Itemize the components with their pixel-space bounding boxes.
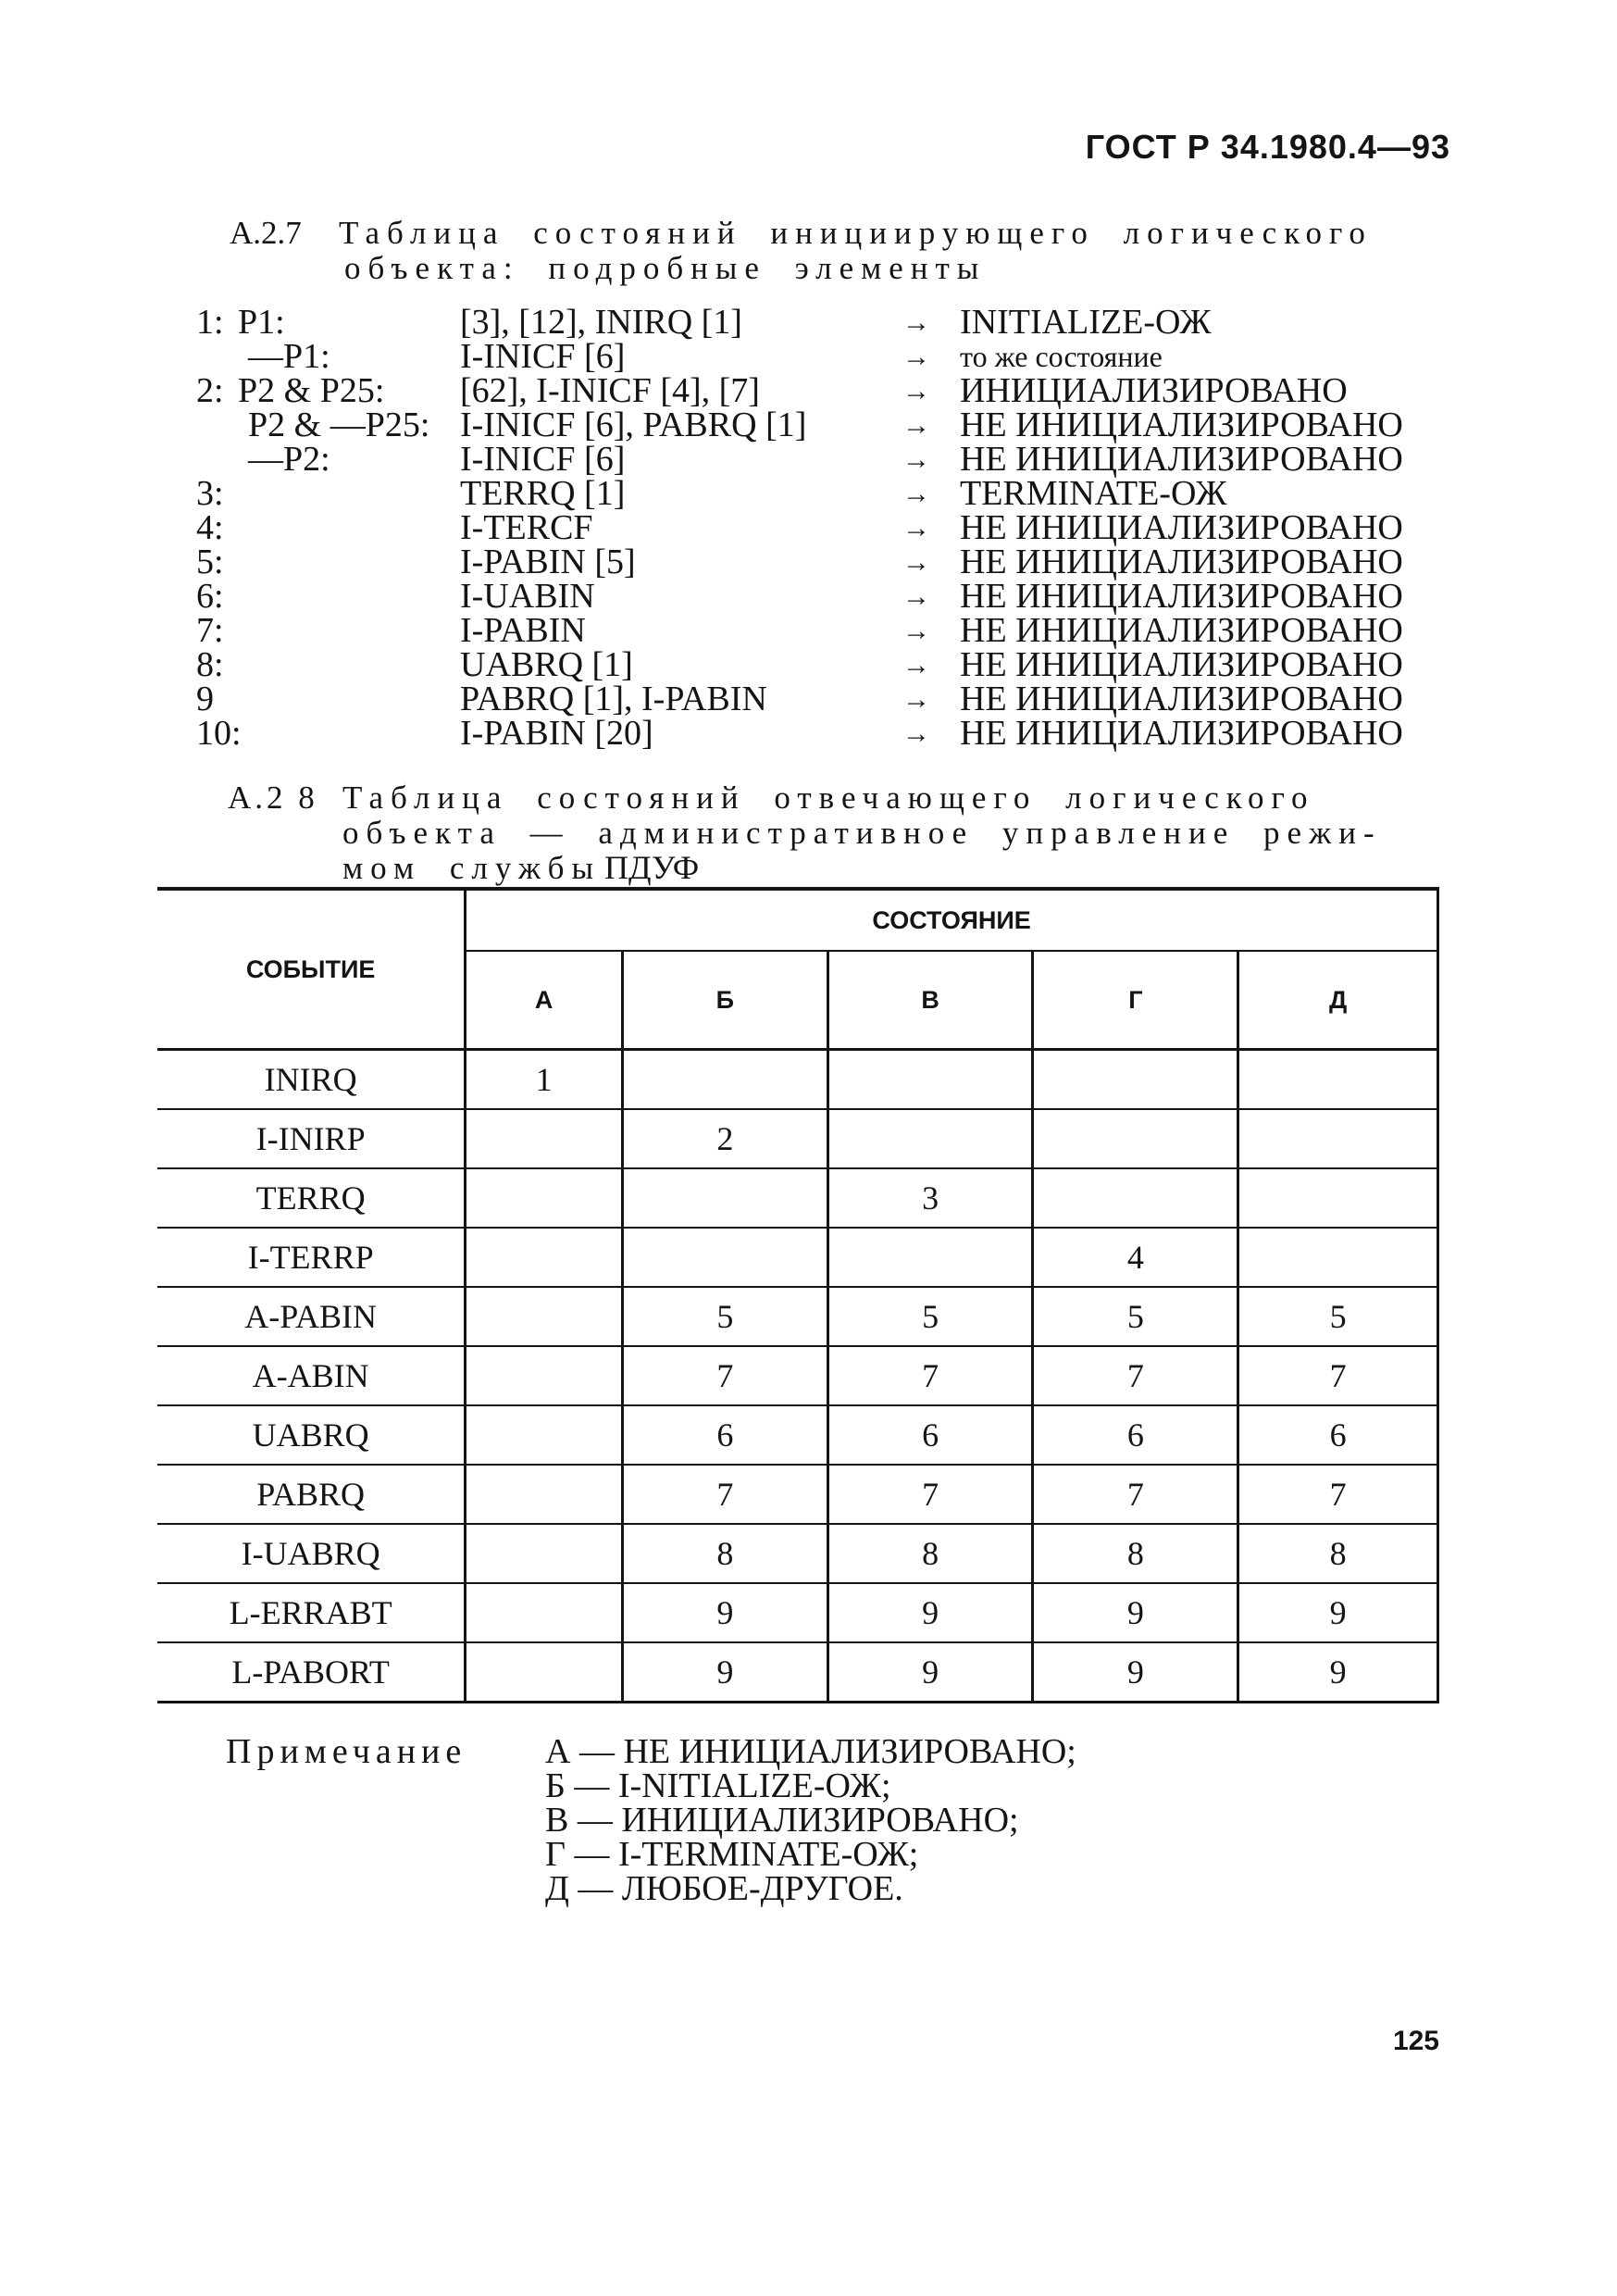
transition-condition: —P1: [248,337,330,376]
transition-result: НЕ ИНИЦИАЛИЗИРОВАНО [960,440,1403,479]
state-header: СОСТОЯНИЕ [466,889,1438,951]
event-cell: PABRQ [157,1465,466,1524]
state-cell: 5 [1033,1287,1238,1346]
table-row [157,1642,1438,1703]
state-cell: 8 [1033,1524,1238,1583]
transition-row [196,577,1474,616]
section-a28-title-line3-spaced: мом службы [342,850,601,886]
event-cell: I-TERRP [157,1228,466,1287]
state-cell [466,1346,623,1405]
section-a27-title-line1: Таблица состояний инициирующего логического [339,215,1373,251]
state-column-header: А [466,951,623,1050]
state-cell: 7 [623,1465,828,1524]
state-cell: 6 [623,1405,828,1465]
page-number: 125 [1392,2026,1439,2056]
state-cell [827,1109,1033,1168]
state-cell [466,1583,623,1642]
table-row [157,1583,1438,1642]
table-row [157,1168,1438,1228]
transition-result: НЕ ИНИЦИАЛИЗИРОВАНО [960,611,1403,650]
transition-events: I-UABIN [460,577,595,616]
state-cell: 9 [623,1583,828,1642]
note-line: Б — I-NITIALIZE-ОЖ; [545,1766,891,1805]
state-cell: 4 [1033,1228,1238,1287]
transition-condition: —P2: [248,440,330,479]
transition-events: I-PABIN [5] [460,543,636,581]
event-cell: TERRQ [157,1168,466,1228]
transition-number: 9 [196,680,214,718]
transition-row [196,303,1474,342]
transition-result: НЕ ИНИЦИАЛИЗИРОВАНО [960,645,1403,684]
transition-number: 6: [196,577,224,616]
state-cell: 7 [827,1465,1033,1524]
transition-result: TERMINATE-ОЖ [960,474,1227,513]
transition-events: I-PABIN [460,611,586,650]
table-row [157,1405,1438,1465]
transition-arrow: → [902,718,930,749]
transition-result: НЕ ИНИЦИАЛИЗИРОВАНО [960,577,1403,616]
table-row [157,1228,1438,1287]
state-cell [466,1287,623,1346]
transition-events: I-TERCF [460,508,593,547]
state-cell: 7 [1238,1465,1438,1524]
state-cell: 5 [827,1287,1033,1346]
event-cell: I-UABRQ [157,1524,466,1583]
transition-result: ИНИЦИАЛИЗИРОВАНО [960,371,1348,410]
transition-arrow: → [902,479,930,509]
state-cell: 8 [623,1524,828,1583]
section-a28-title-line1: Таблица состояний отвечающего логического [342,780,1315,816]
state-column-header: Д [1238,951,1438,1050]
transition-events: PABRQ [1], I-PABIN [460,680,767,718]
section-a28-title-line3 [342,848,699,887]
transition-row [196,371,1474,410]
state-cell: 8 [1238,1524,1438,1583]
note-line: А — НЕ ИНИЦИАЛИЗИРОВАНО; [545,1732,1076,1771]
transition-events: I-INICF [6], PABRQ [1] [460,406,807,444]
event-cell: A-PABIN [157,1287,466,1346]
state-cell: 6 [1238,1405,1438,1465]
transition-result: INITIALIZE-ОЖ [960,303,1212,342]
state-cell [1238,1109,1438,1168]
state-cell: 9 [827,1583,1033,1642]
transition-result: НЕ ИНИЦИАЛИЗИРОВАНО [960,508,1403,547]
state-column-header: В [827,951,1033,1050]
table-row [157,1287,1438,1346]
state-cell: 9 [623,1642,828,1703]
section-a27-title-line2: объекта: подробные элементы [344,250,987,286]
state-cell [466,1405,623,1465]
transition-number: 7: [196,611,224,650]
transition-events: UABRQ [1] [460,645,633,684]
transition-row [196,508,1474,547]
transition-row [196,611,1474,650]
table-row [157,1524,1438,1583]
transition-arrow: → [902,376,930,406]
transition-arrow: → [902,684,930,715]
state-cell: 5 [1238,1287,1438,1346]
state-cell [623,1168,828,1228]
transition-row [196,714,1474,753]
transition-events: I-PABIN [20] [460,714,653,753]
transition-arrow: → [902,342,930,372]
state-column-header: Г [1033,951,1238,1050]
section-a28-number: А.2 8 [228,780,318,816]
note-line: Г — I-TERMINATE-ОЖ; [545,1835,919,1874]
transition-arrow: → [902,616,930,646]
state-cell [1238,1228,1438,1287]
transition-events: I-INICF [6] [460,440,626,479]
state-cell [1033,1168,1238,1228]
transition-number: 5: [196,543,224,581]
transition-arrow: → [902,547,930,578]
event-cell: A-ABIN [157,1346,466,1405]
transition-condition: P1: [238,303,285,342]
state-cell: 1 [466,1050,623,1110]
table-row [157,1109,1438,1168]
state-cell: 9 [1238,1583,1438,1642]
state-cell: 5 [623,1287,828,1346]
note-line: В — ИНИЦИАЛИЗИРОВАНО; [545,1801,1019,1840]
state-table [157,887,1439,1703]
transition-arrow: → [902,410,930,441]
state-cell: 9 [827,1642,1033,1703]
table-row [157,1346,1438,1405]
section-a27-number: А.2.7 [230,215,302,251]
transition-arrow: → [902,581,930,612]
table-row [157,1465,1438,1524]
state-cell: 3 [827,1168,1033,1228]
transition-result: НЕ ИНИЦИАЛИЗИРОВАНО [960,543,1403,581]
transition-arrow: → [902,650,930,680]
state-cell: 9 [1238,1642,1438,1703]
state-cell [623,1228,828,1287]
transition-events: TERRQ [1] [460,474,626,513]
event-cell: L-ERRABT [157,1583,466,1642]
state-cell [466,1228,623,1287]
transition-condition: P2 & —P25: [248,406,430,444]
transition-number: 2: [196,371,224,410]
transition-row [196,440,1474,479]
state-cell: 7 [623,1346,828,1405]
transition-number: 3: [196,474,224,513]
state-cell [466,1524,623,1583]
transition-condition: P2 & P25: [238,371,385,410]
section-a28-title-line3-tail: ПДУФ [603,849,700,886]
state-cell: 8 [827,1524,1033,1583]
transition-events: [3], [12], INIRQ [1] [460,303,742,342]
transition-number: 8: [196,645,224,684]
state-cell: 7 [1033,1465,1238,1524]
state-cell: 7 [1033,1346,1238,1405]
state-cell: 7 [827,1346,1033,1405]
table-row [157,1050,1438,1110]
transition-number: 4: [196,508,224,547]
transition-row [196,645,1474,684]
state-cell [1033,1109,1238,1168]
event-cell: UABRQ [157,1405,466,1465]
state-cell [466,1109,623,1168]
state-cell: 6 [1033,1405,1238,1465]
document-header: ГОСТ Р 34.1980.4—93 [1085,128,1450,166]
state-cell: 9 [1033,1642,1238,1703]
event-cell: L-PABORT [157,1642,466,1703]
section-a28-title-line2: объекта — административное управление режи- [342,815,1382,851]
transition-number: 10: [196,714,242,753]
state-cell: 2 [623,1109,828,1168]
event-cell: I-INIRP [157,1109,466,1168]
state-cell: 7 [1238,1346,1438,1405]
transition-result: НЕ ИНИЦИАЛИЗИРОВАНО [960,406,1403,444]
transition-result: НЕ ИНИЦИАЛИЗИРОВАНО [960,680,1403,718]
transition-result: то же состояние [960,340,1163,373]
transition-row [196,682,1474,717]
state-cell: 9 [1033,1583,1238,1642]
event-cell: INIRQ [157,1050,466,1110]
state-cell [1033,1050,1238,1110]
state-cell [466,1168,623,1228]
transition-events: I-INICF [6] [460,337,626,376]
state-cell [827,1050,1033,1110]
event-header: СОБЫТИЕ [157,889,466,1050]
state-cell [466,1465,623,1524]
transition-row [196,337,1474,376]
transition-row [196,474,1474,513]
transition-arrow: → [902,444,930,475]
transition-arrow: → [902,307,930,338]
transition-number: 1: [196,303,224,342]
note-label: Примечание [226,1732,467,1771]
transition-row [196,545,1474,580]
transition-row [196,408,1474,443]
note-line: Д — ЛЮБОЕ-ДРУГОЕ. [545,1869,903,1908]
state-cell [1238,1168,1438,1228]
state-column-header: Б [623,951,828,1050]
state-cell [827,1228,1033,1287]
state-cell: 6 [827,1405,1033,1465]
transition-arrow: → [902,513,930,543]
state-cell [466,1642,623,1703]
transition-result: НЕ ИНИЦИАЛИЗИРОВАНО [960,714,1403,753]
state-cell [1238,1050,1438,1110]
state-cell [623,1050,828,1110]
transition-events: [62], I-INICF [4], [7] [460,371,760,410]
